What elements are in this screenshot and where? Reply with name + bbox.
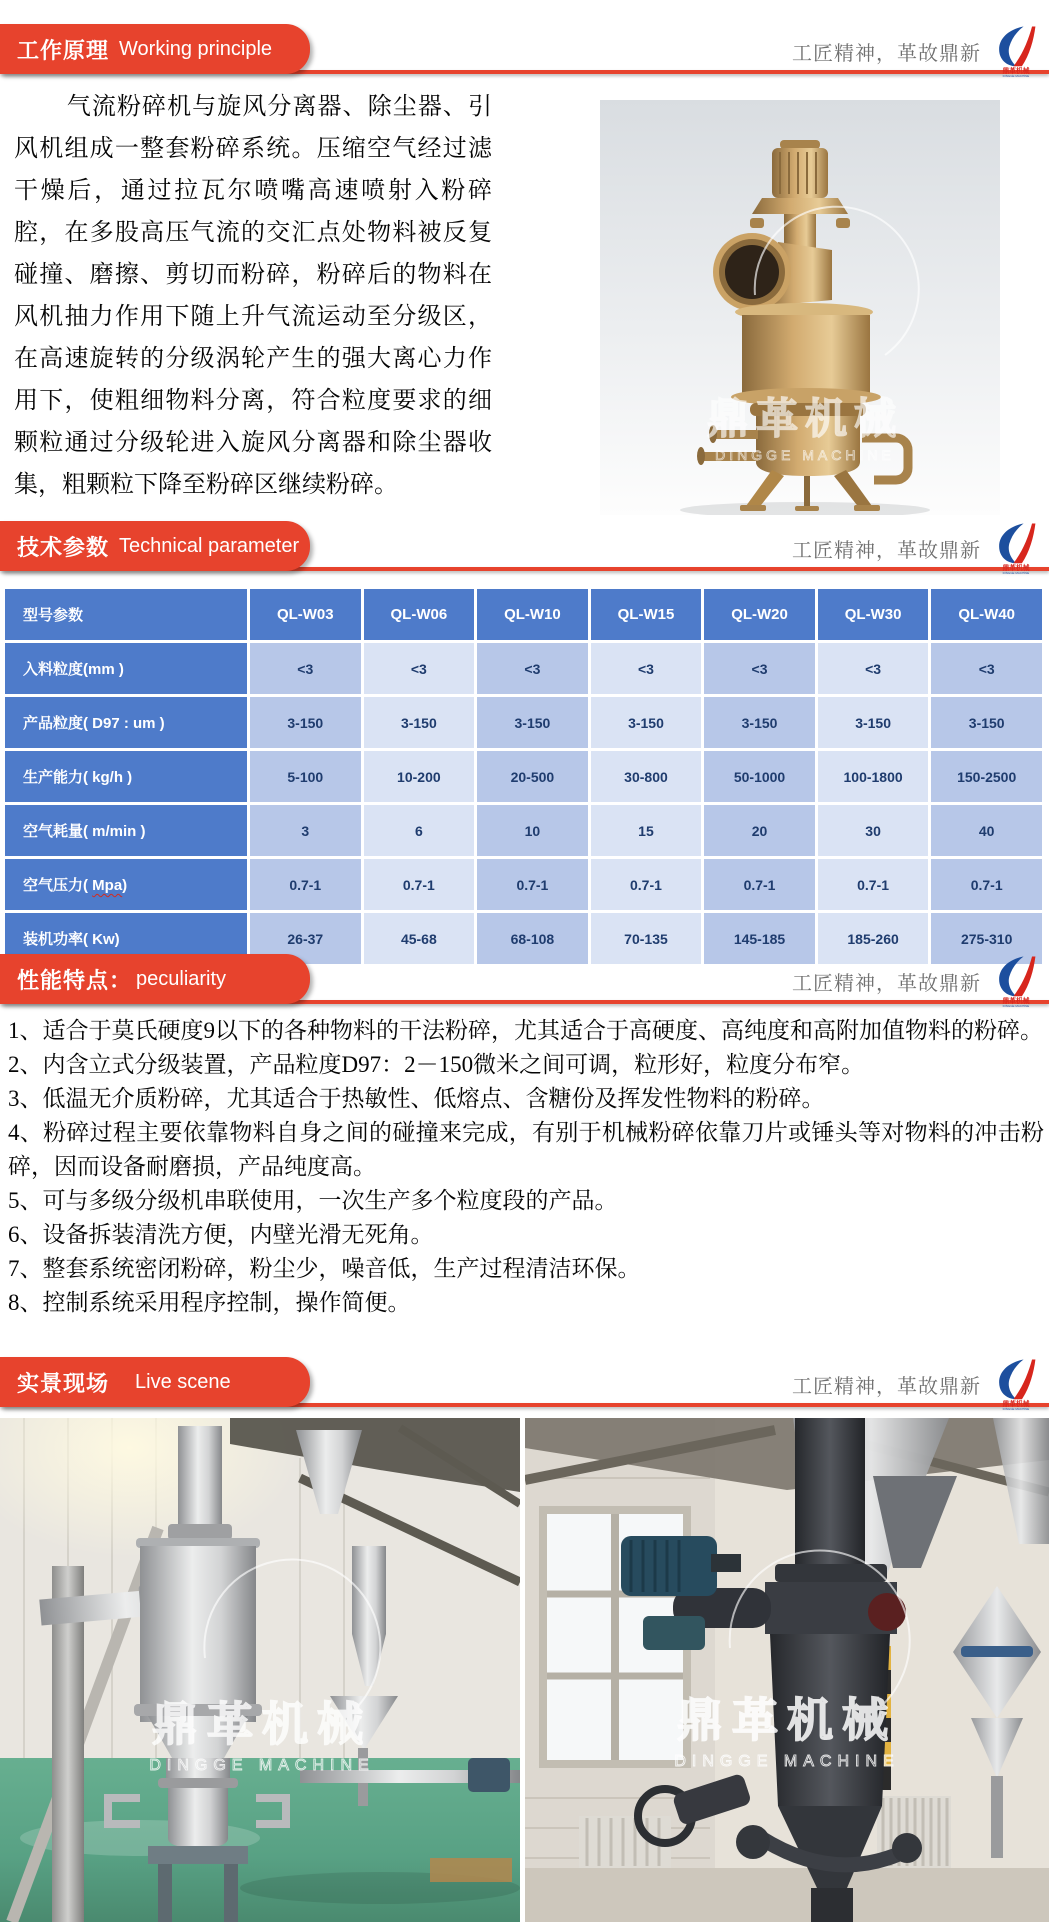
model-header-cell: QL-W40 [931,589,1042,640]
section-banner [0,521,310,571]
param-value-cell: 26-37 [250,913,361,964]
model-header-cell: QL-W15 [591,589,702,640]
param-value-cell: 3-150 [818,697,929,748]
svg-text:鼎革机械: 鼎革机械 [1002,67,1030,75]
param-value-cell: 20 [704,805,815,856]
svg-text:鼎革机械: 鼎革机械 [1002,997,1030,1005]
factory-photo-left [0,1418,520,1922]
section-header-working-principle [0,24,1049,78]
param-value-cell: <3 [364,643,475,694]
param-value-cell: 275-310 [931,913,1042,964]
section-banner [0,1357,310,1407]
table-corner-cell: 型号参数 [5,589,247,640]
banner-title-zh: 实景现场 [17,1370,110,1396]
feature-item: 3、低温无介质粉碎，尤其适合于热敏性、低熔点、含糖份及挥发性物料的粉碎。 [8,1086,825,1111]
feature-item: 2、内含立式分级装置，产品粒度D97：2－150微米之间可调，粒形好，粒度分布窄。 [8,1052,865,1077]
param-value-cell: 45-68 [364,913,475,964]
param-value-cell: 50-1000 [704,751,815,802]
svg-text:鼎革机械: 鼎革机械 [1002,564,1030,572]
param-value-cell: 10-200 [364,751,475,802]
feature-list [8,1014,1044,1320]
param-value-cell: 10 [477,805,588,856]
misspelled-word: Mpa [92,877,123,894]
param-label-cell: 产品粒度( D97 : um ) [5,697,247,748]
product-render-figure [600,100,1000,515]
param-value-cell: 3-150 [364,697,475,748]
jet-mill-render-image [600,100,1000,515]
param-value-cell: 100-1800 [818,751,929,802]
slogan-text: 工匠精神，革故鼎新 [792,972,981,995]
param-value-cell: 0.7-1 [931,859,1042,910]
param-label-cell: 空气压力( Mpa) [5,859,247,910]
header-right [792,24,1041,78]
banner-title-zh: 技术参数 [17,534,110,560]
parameter-table [2,586,1045,967]
working-principle-paragraph: 气流粉碎机与旋风分离器、除尘器、引风机组成一整套粉碎系统。压缩空气经过滤干燥后，通过拉瓦尔喷嘴高速喷射入粉碎腔，在多股高压气流的交汇点处物料被反复碰撞、磨擦、剪切而粉碎，粉碎后的物料在风机抽力作用下随上升气流运动至分级区，在高速旋转的分级涡轮产生的强大离心力作用下，使粗细物料分离，符合粒度要求的细颗粒通过分级轮进入旋风分离器和除尘器收集，粗颗粒下降至粉碎区继续粉碎。 [14,94,492,498]
param-value-cell: 0.7-1 [477,859,588,910]
param-value-cell: 3-150 [250,697,361,748]
param-value-cell: 3 [250,805,361,856]
param-value-cell: 20-500 [477,751,588,802]
param-value-cell: 0.7-1 [818,859,929,910]
gd-monogram-icon [991,24,1041,78]
param-row [5,859,1042,910]
factory-photo-right [525,1418,1049,1922]
param-value-cell: <3 [931,643,1042,694]
figure-watermark-zh: 鼎革机械 [706,395,904,442]
photo-watermark-zh: 鼎革机械 [677,1694,897,1746]
feature-item: 6、设备拆装清洗方便，内壁光滑无死角。 [8,1222,434,1247]
param-row [5,643,1042,694]
param-value-cell: 150-2500 [931,751,1042,802]
param-value-cell: 0.7-1 [591,859,702,910]
param-value-cell: <3 [591,643,702,694]
svg-text:DINGGE MACHINE: DINGGE MACHINE [1002,571,1030,575]
feature-item: 1、适合于莫氏硬度9以下的各种物料的干法粉碎，尤其适合于高硬度、高纯度和高附加值物料的粉碎。 [8,1018,1043,1043]
feature-item: 4、粉碎过程主要依靠物料自身之间的碰撞来完成，有别于机械粉碎依靠刀片或锤头等对物料的冲击粉碎，因而设备耐磨损，产品纯度高。 [8,1120,1044,1179]
param-value-cell: 3-150 [704,697,815,748]
model-header-cell: QL-W30 [818,589,929,640]
feature-item: 8、控制系统采用程序控制，操作简便。 [8,1290,411,1315]
model-header-cell: QL-W10 [477,589,588,640]
photo-watermark-zh: 鼎革机械 [152,1698,372,1750]
param-value-cell: 3-150 [591,697,702,748]
param-value-cell: 3-150 [477,697,588,748]
section-header-live-scene [0,1357,1049,1411]
feature-item: 5、可与多级分级机串联使用，一次生产多个粒度段的产品。 [8,1188,618,1213]
param-value-cell: 68-108 [477,913,588,964]
svg-text:鼎革机械: 鼎革机械 [1002,1400,1030,1408]
header-right [792,1357,1041,1411]
param-label-cell: 空气耗量( m/min ) [5,805,247,856]
photo-watermark-en: DINGGE MACHINE [149,1757,375,1774]
banner-title-zh: 性能特点： [17,967,133,993]
section-banner [0,24,310,74]
svg-text:DINGGE MACHINE: DINGGE MACHINE [1002,1004,1030,1008]
svg-text:DINGGE MACHINE: DINGGE MACHINE [1002,1407,1030,1411]
slogan-text: 工匠精神，革故鼎新 [792,42,981,65]
model-header-cell: QL-W06 [364,589,475,640]
feature-item: 7、整套系统密闭粉碎，粉尘少，噪音低，生产过程清洁环保。 [8,1256,641,1281]
model-header-cell: QL-W20 [704,589,815,640]
param-value-cell: 30-800 [591,751,702,802]
param-label-cell: 装机功率( Kw) [5,913,247,964]
banner-title-zh: 工作原理 [17,37,110,63]
banner-title-en: peculiarity [136,967,227,990]
param-value-cell: 145-185 [704,913,815,964]
param-label-cell: 生产能力( kg/h ) [5,751,247,802]
param-value-cell: 3-150 [931,697,1042,748]
param-value-cell: <3 [704,643,815,694]
gd-monogram-icon [991,521,1041,575]
slogan-text: 工匠精神，革故鼎新 [792,539,981,562]
parameter-table-wrap [2,586,1047,967]
header-right [792,521,1041,575]
param-value-cell: <3 [250,643,361,694]
param-label-cell: 入料粒度(mm ) [5,643,247,694]
model-header-cell: QL-W03 [250,589,361,640]
figure-watermark-en: DINGGE MACHINE [715,447,895,463]
section-banner [0,954,310,1004]
slogan-text: 工匠精神，革故鼎新 [792,1375,981,1398]
param-value-cell: 5-100 [250,751,361,802]
banner-title-en: Live scene [135,1370,231,1393]
section-header-peculiarity [0,954,1049,1008]
param-row [5,805,1042,856]
banner-title-en: Working principle [119,37,273,60]
section-header-technical-parameter [0,521,1049,575]
photo-watermark-en: DINGGE MACHINE [674,1753,900,1770]
param-value-cell: 0.7-1 [250,859,361,910]
param-value-cell: 0.7-1 [364,859,475,910]
param-value-cell: 6 [364,805,475,856]
table-header-row [5,589,1042,640]
param-value-cell: 40 [931,805,1042,856]
gd-monogram-icon [991,954,1041,1008]
param-row [5,697,1042,748]
param-value-cell: 70-135 [591,913,702,964]
header-right [792,954,1041,1008]
gd-monogram-icon [991,1357,1041,1411]
param-value-cell: 185-260 [818,913,929,964]
param-value-cell: <3 [477,643,588,694]
banner-title-en: Technical parameter [119,534,300,557]
param-row [5,751,1042,802]
param-value-cell: <3 [818,643,929,694]
param-value-cell: 30 [818,805,929,856]
param-value-cell: 0.7-1 [704,859,815,910]
param-value-cell: 15 [591,805,702,856]
svg-text:DINGGE MACHINE: DINGGE MACHINE [1002,74,1030,78]
